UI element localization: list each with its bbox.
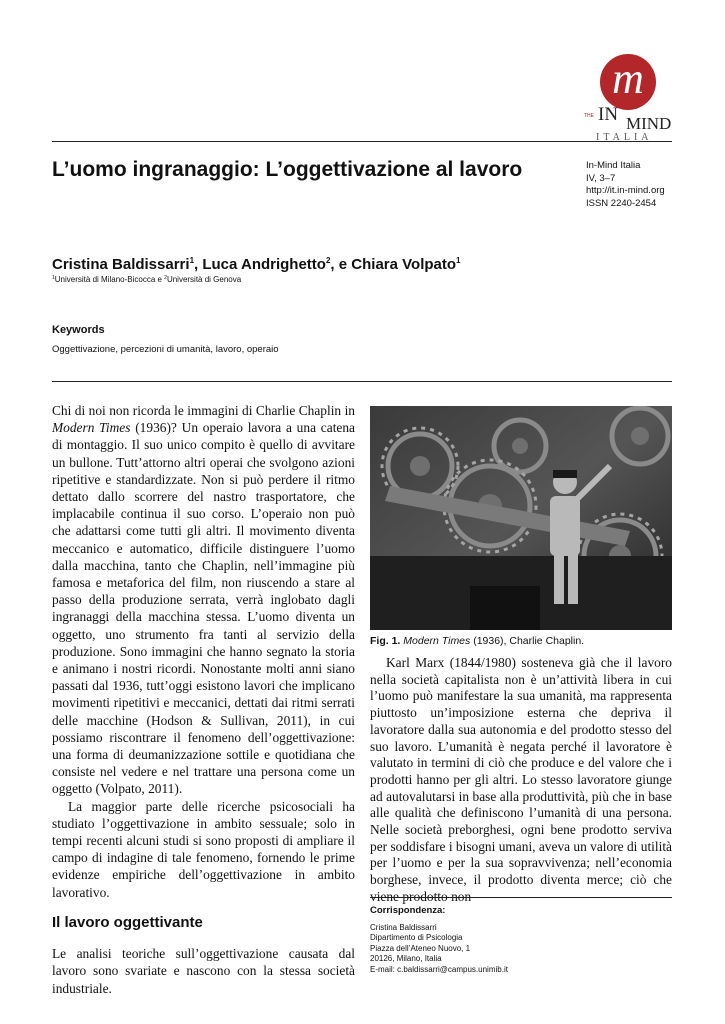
keywords-divider xyxy=(52,381,672,382)
in-mind-italia-logo xyxy=(582,52,682,142)
film-title: Modern Times xyxy=(52,420,131,436)
affiliation-2-marker: 2 xyxy=(164,275,167,281)
author-3: Chiara Volpato xyxy=(351,256,457,273)
logo-italia: ITALIA xyxy=(596,132,653,143)
logo-circle: m xyxy=(600,54,656,110)
figure-title: Modern Times xyxy=(403,635,471,647)
journal-volume: IV, 3–7 xyxy=(586,172,616,184)
keywords-heading: Keywords xyxy=(52,324,105,336)
affiliation-1: Università di Milano-Bicocca e xyxy=(54,275,165,284)
author-separator-2: , e xyxy=(330,256,352,273)
author-2-affiliation: 2 xyxy=(325,256,331,265)
figure-label: Fig. 1. xyxy=(370,635,401,647)
correspondence-heading: Corrispondenza: xyxy=(370,905,446,916)
correspondence-divider xyxy=(370,897,672,898)
journal-info xyxy=(586,160,665,210)
intro-paragraph xyxy=(52,402,355,798)
intro-text-b: (1936)? Un operaio lavora a una catena di montaggio. Il suo unico compito è quello di avvitare un bullone. Tutt’attorno altri operai che svolgono azioni ripetitive e standardizzate. Non si può perdere il ritmo dettato dallo scorrere del nastro trasportatore, che implacabile continua il suo corso. L’operaio non può che adattarsi come tutti gli altri. Il movimento diventa meccanico e automatico, difficile distinguere l’uomo dalla macchina, tanto che Chaplin, nell’immagine più famosa e metaforica del film, non riuscendo a stare al passo della produzione serrata, verrà inglobato dagli ingranaggi della macchina stessa. L’uomo diventa un oggetto, uno strumento fra tanti al servizio della produzione. Sono immagini che hanno segnato la storia e animano i nostri ricordi. Nonostante molti anni siano passati dal 1936, tutt’oggi esistono lavori che implicano movimenti ripetitivi e meccanici, dettati dai ritmi serrati delle macchine (Hodson & Sullivan, 2011), in cui possiamo riscontrare il fenomeno dell’oggettivazione: una forma di deumanizzazione sottile e quotidiana che consiste nel vedere e nel trattare una persona come un oggetto (Volpato, 2011). xyxy=(52,420,355,797)
correspondence-name: Cristina Baldissarri xyxy=(370,923,437,932)
author-3-affiliation: 1 xyxy=(456,256,461,265)
article-title: L’uomo ingranaggio: L’oggettivazione al lavoro xyxy=(52,158,523,181)
marx-paragraph: Karl Marx (1844/1980) sosteneva già che il lavoro nella società capitalista non è un’attività libera in cui l’uomo può manifestare la sua umanità, ma rappresenta piuttosto un’imposizione esterna che depriva il lavoratore dalla sua autonomia e del prodotto stesso del suo lavoro. L’umanità è negata perché il lavoratore è valutato in termini di ciò che produce e del valore che i prodotti hanno per gli altri. Lo stesso lavoratore giunge ad autovalutarsi in base alla produttività, più che in base alle qualità che definiscono l’umanità di una persona. Nelle società preborghesi, ogni bene prodotto serviva per soddisfare i bisogni umani, aveva un valore di utilità per l’uomo e per la sua sopravvivenza; nell’economia borghese, invece, il prodotto diventa merce; ciò che viene prodotto non xyxy=(370,655,672,904)
left-column xyxy=(52,402,355,997)
logo-mind: MIND xyxy=(626,114,672,133)
second-paragraph: La maggior parte delle ricerche psicosociali ha studiato l’oggettivazione in ambito sessuale; solo in tempi recenti alcuni studi si sono proposti di ampliare il campo di indagine di tale fenomeno, fornendo le prime evidenze empiriche dell’oggettivazione in ambito lavorativo. xyxy=(52,798,355,900)
author-separator-1: , xyxy=(194,256,203,273)
section-paragraph: Le analisi teoriche sull’oggettivazione causata dal lavoro sono svariate e nascono con la stessa società industriale. xyxy=(52,946,355,996)
keywords-list: Oggettivazione, percezioni di umanità, lavoro, operaio xyxy=(52,344,279,355)
affiliation-1-marker: 1 xyxy=(52,275,55,281)
affiliation-2: Università di Genova xyxy=(166,275,242,284)
correspondence-city: 20126, Milano, Italia xyxy=(370,954,442,964)
affiliations xyxy=(52,275,241,284)
journal-url[interactable]: http://it.in-mind.org xyxy=(586,185,665,196)
right-column xyxy=(370,655,672,906)
author-1: Cristina Baldissarri xyxy=(52,256,190,273)
correspondence-street: Piazza dell’Ateneo Nuovo, 1 xyxy=(370,943,471,953)
section-heading: Il lavoro oggettivante xyxy=(52,913,203,931)
authors-line xyxy=(52,256,460,273)
intro-text-a: Chi di noi non ricorda le immagini di Charlie Chaplin in xyxy=(52,403,355,418)
logo-the: THE xyxy=(584,113,594,119)
figure-caption-rest: (1936), Charlie Chaplin. xyxy=(470,635,585,647)
correspondence-email[interactable]: E-mail: c.baldissarri@campus.unimib.it xyxy=(370,964,508,974)
header-divider xyxy=(52,141,672,142)
author-1-affiliation: 1 xyxy=(189,256,195,265)
correspondence-department: Dipartimento di Psicologia xyxy=(370,933,463,943)
journal-name: In-Mind Italia xyxy=(586,160,641,171)
figure-caption xyxy=(370,635,584,647)
logo-in: IN xyxy=(598,104,619,125)
film-still-image xyxy=(370,406,672,630)
correspondence-address xyxy=(370,923,508,975)
journal-issn: ISSN 2240-2454 xyxy=(586,197,657,209)
author-2: Luca Andrighetto xyxy=(202,256,326,273)
